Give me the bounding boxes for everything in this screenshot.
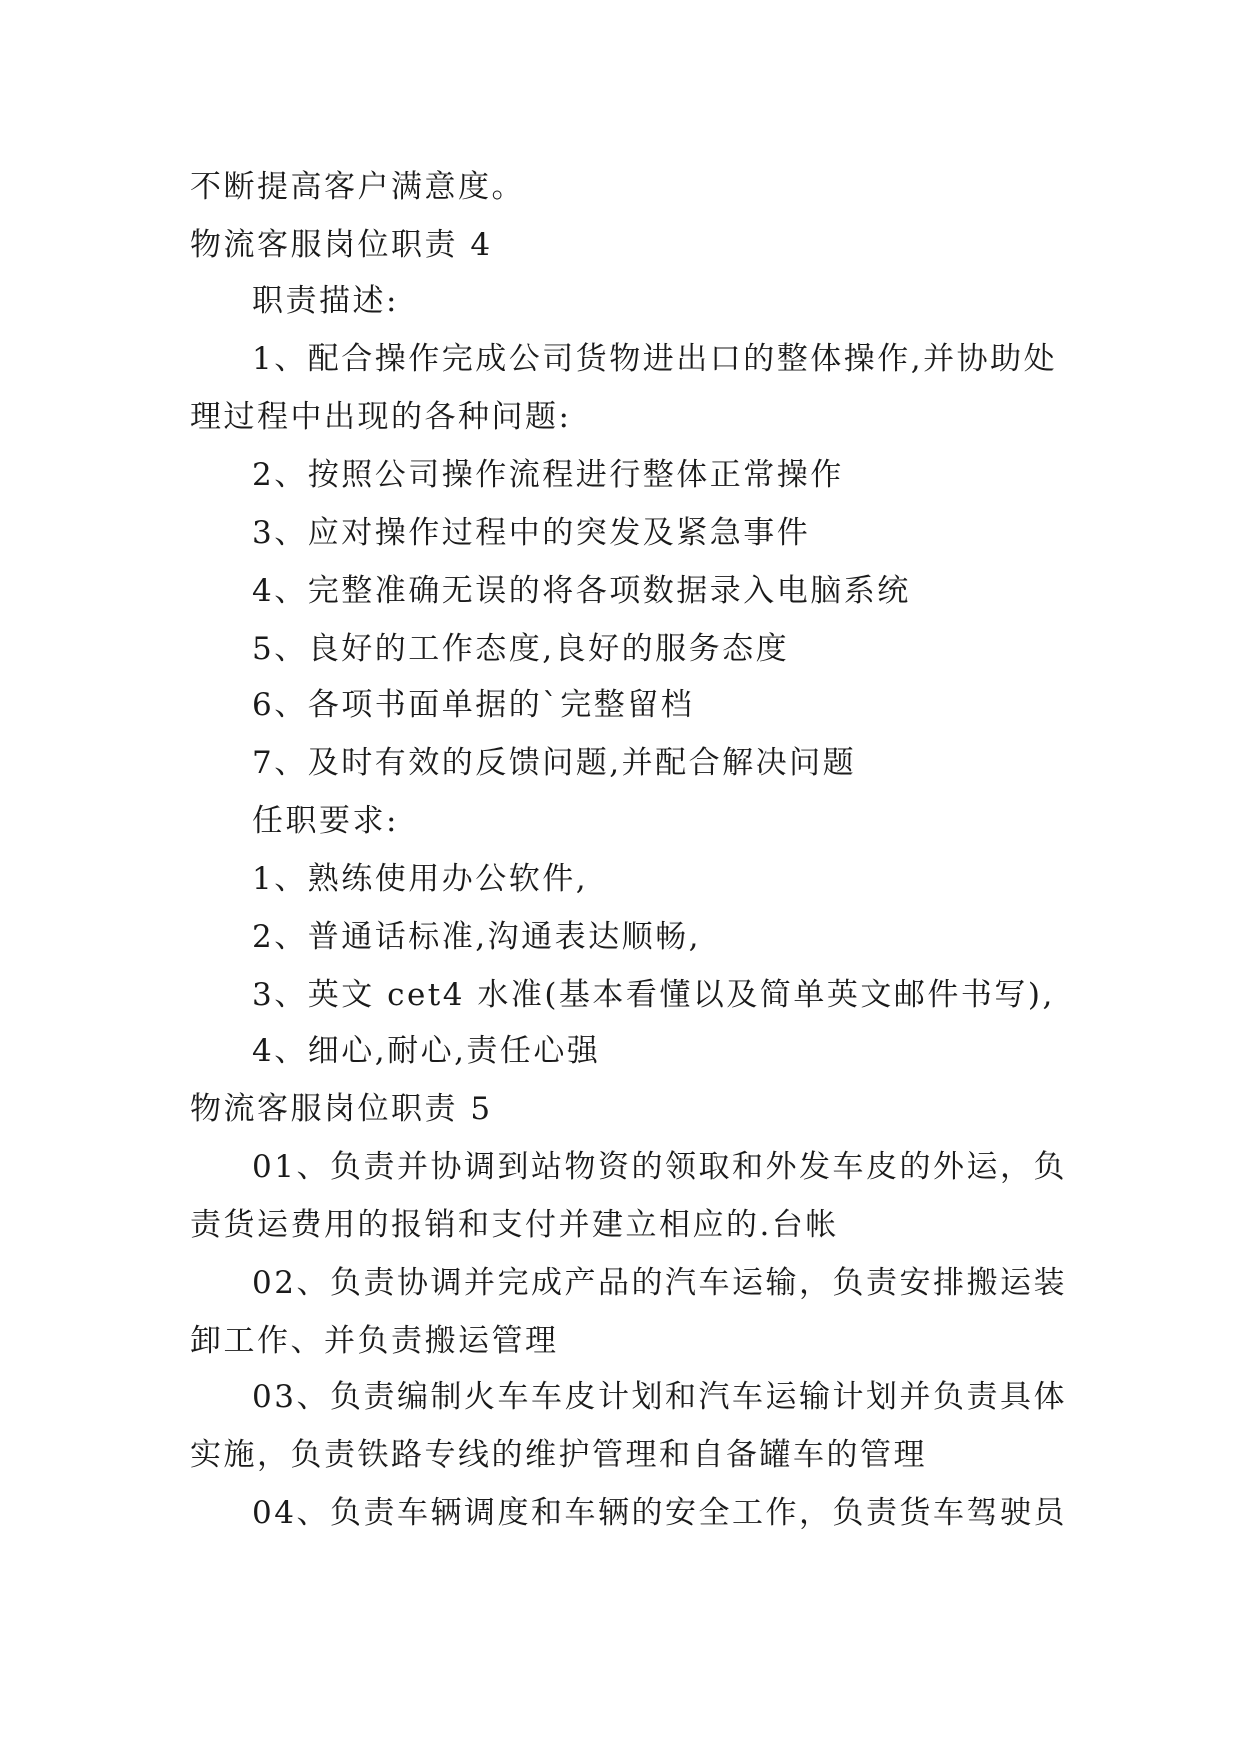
- subheading: 职责描述:: [252, 283, 399, 319]
- list-item: 6、各项书面单据的`完整留档: [252, 687, 695, 723]
- list-item: 2、普通话标准,沟通表达顺畅,: [252, 919, 701, 955]
- list-item: 1、配合操作完成公司货物进出口的整体操作,并协助处: [252, 341, 1058, 377]
- list-item-continuation: 责货运费用的报销和支付并建立相应的.台帐: [190, 1207, 839, 1243]
- list-item: 04、负责车辆调度和车辆的安全工作，负责货车驾驶员: [252, 1495, 1067, 1531]
- list-item: 1、熟练使用办公软件,: [252, 861, 589, 897]
- text-line: 不断提高客户满意度。: [190, 169, 525, 205]
- list-item-continuation: 实施，负责铁路专线的维护管理和自备罐车的管理: [190, 1437, 927, 1473]
- list-item: 4、完整准确无误的将各项数据录入电脑系统: [252, 573, 911, 609]
- subheading: 任职要求:: [252, 803, 399, 839]
- list-item: 3、应对操作过程中的突发及紧急事件: [252, 515, 811, 551]
- list-item-continuation: 卸工作、并负责搬运管理: [190, 1323, 559, 1359]
- list-item-continuation: 理过程中出现的各种问题:: [190, 399, 572, 435]
- section-heading: 物流客服岗位职责 5: [190, 1091, 493, 1127]
- list-item: 01、负责并协调到站物资的领取和外发车皮的外运，负: [252, 1149, 1067, 1185]
- list-item: 5、良好的工作态度,良好的服务态度: [252, 631, 790, 667]
- list-item: 7、及时有效的反馈问题,并配合解决问题: [252, 745, 857, 781]
- list-item: 2、按照公司操作流程进行整体正常操作: [252, 457, 844, 493]
- list-item: 02、负责协调并完成产品的汽车运输，负责安排搬运装: [252, 1265, 1067, 1301]
- section-heading: 物流客服岗位职责 4: [190, 227, 493, 263]
- list-item: 3、英文 cet4 水准(基本看懂以及简单英文邮件书写),: [252, 977, 1055, 1013]
- list-item: 4、细心,耐心,责任心强: [252, 1033, 601, 1069]
- list-item: 03、负责编制火车车皮计划和汽车运输计划并负责具体: [252, 1379, 1067, 1415]
